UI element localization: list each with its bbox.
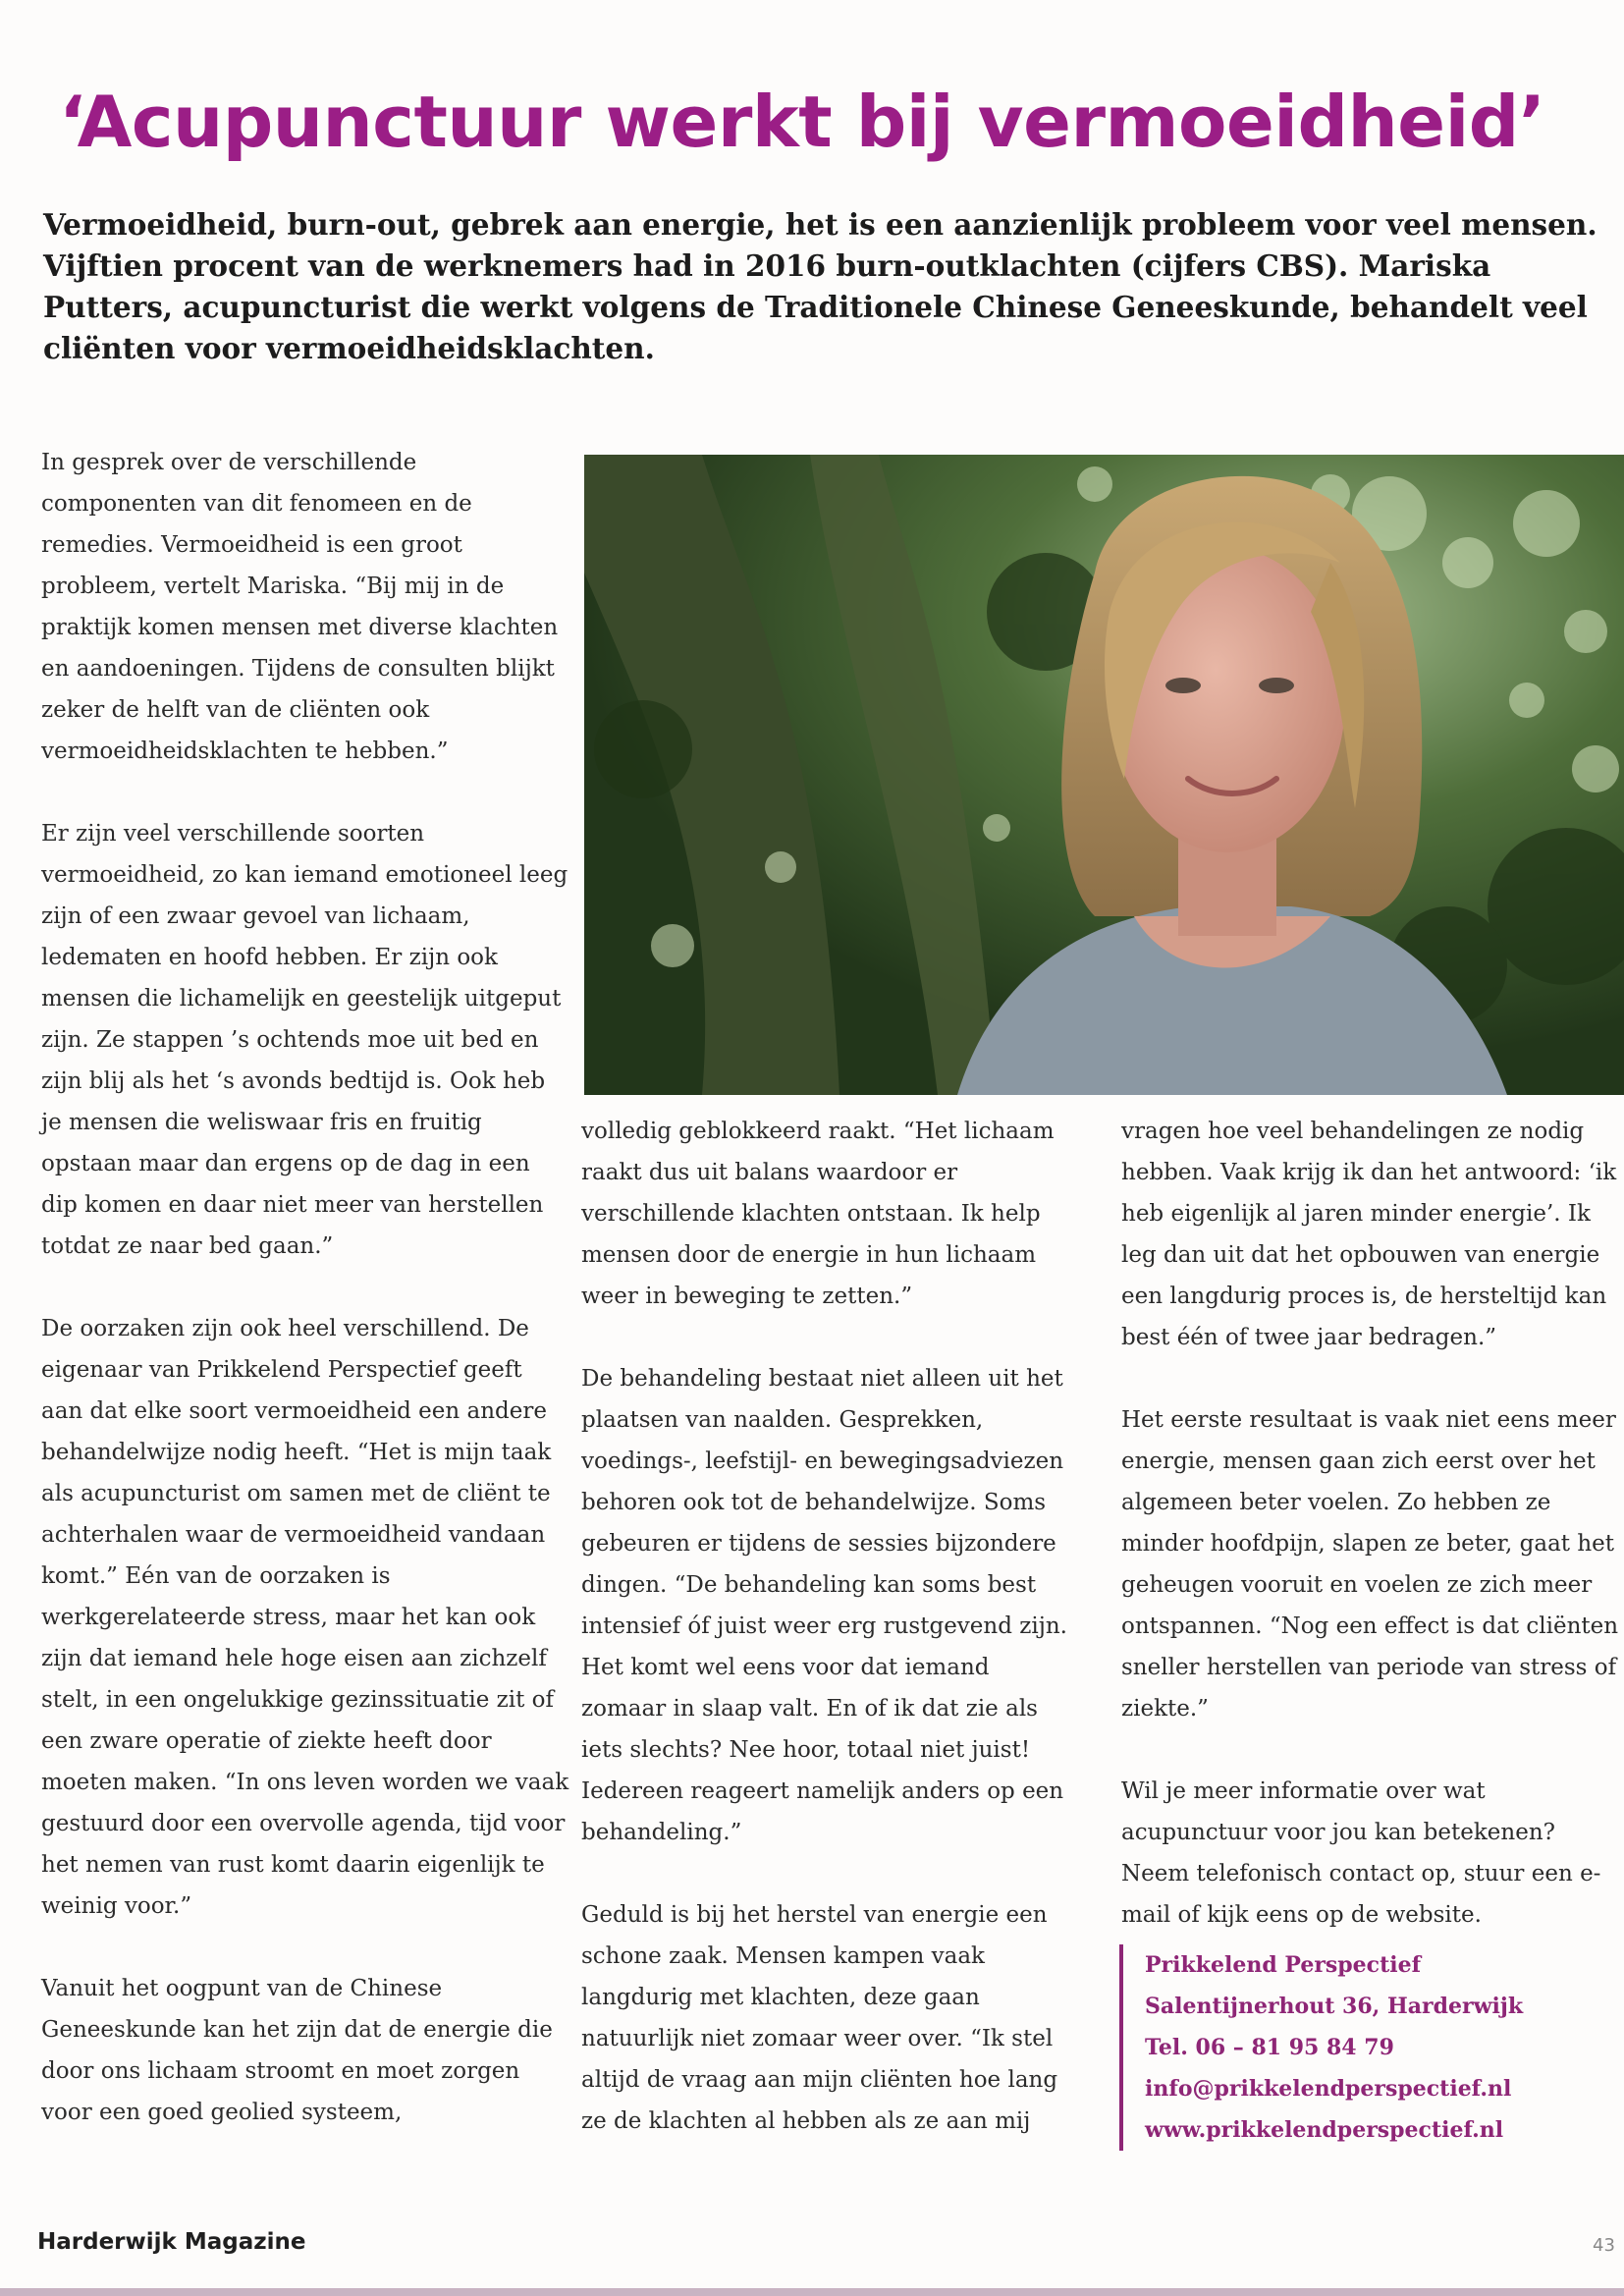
page-number: 43 bbox=[1593, 2235, 1615, 2256]
article-title: ‘Acupunctuur werkt bij vermoeidheid’ bbox=[59, 81, 1545, 163]
text-column-3 bbox=[1121, 1111, 1622, 1936]
paragraph: De behandeling bestaat niet alleen uit het plaatsen van naalden. Gesprekken, voedings-, leefstijl- en bewegingsadviezen behoren ook tot de behandelwijze. Soms gebeuren er tijdens de sessies bijzondere dingen. “De behandeling kan soms best intensief óf juist weer erg rustgevend zijn. Het komt wel eens voor dat iemand zomaar in slaap valt. En of ik dat zie als iets slechts? Nee hoor, totaal niet juist! Iedereen reageert namelijk anders op een behandeling.” bbox=[581, 1366, 1067, 1845]
portrait-illustration bbox=[584, 455, 1624, 1095]
paragraph: Wil je meer informatie over wat acupunctuur voor jou kan betekenen? Neem telefonisch contact op, stuur een e-mail of kijk eens op de website. bbox=[1121, 1778, 1601, 1928]
paragraph: In gesprek over de verschillende componenten van dit fenomeen en de remedies. Vermoeidheid is een groot probleem, vertelt Mariska. “Bij mij in de praktijk komen mensen met diverse klachten en aandoeningen. Tijdens de consulten blijkt zeker de helft van de cliënten ook vermoeidheidsklachten te hebben.” bbox=[41, 450, 559, 764]
text-column-1 bbox=[41, 442, 569, 2133]
paragraph: Vanuit het oogpunt van de Chinese Geneeskunde kan het zijn dat de energie die door ons lichaam stroomt en moet zorgen voor een goed geolied systeem, bbox=[41, 1976, 553, 2125]
contact-phone: Tel. 06 – 81 95 84 79 bbox=[1145, 2035, 1394, 2060]
contact-name: Prikkelend Perspectief bbox=[1145, 1952, 1422, 1978]
contact-website[interactable]: www.prikkelendperspectief.nl bbox=[1145, 2117, 1504, 2143]
magazine-name: Harderwijk Magazine bbox=[37, 2229, 306, 2255]
paragraph: volledig geblokkeerd raakt. “Het lichaam raakt dus uit balans waardoor er verschillende klachten ontstaan. Ik help mensen door de energie in hun lichaam weer in beweging te zetten.” bbox=[581, 1119, 1055, 1309]
contact-email[interactable]: info@prikkelendperspectief.nl bbox=[1145, 2076, 1512, 2102]
paragraph: Er zijn veel verschillende soorten vermoeidheid, zo kan iemand emotioneel leeg zijn of een zwaar gevoel van lichaam, ledematen en hoofd hebben. Er zijn ook mensen die lichamelijk en geestelijk uitgeput zijn. Ze stappen ’s ochtends moe uit bed en zijn blij als het ‘s avonds bedtijd is. Ook heb je mensen die weliswaar fris en fruitig opstaan maar dan ergens op de dag in een dip komen en daar niet meer van herstellen totdat ze naar bed gaan.” bbox=[41, 821, 568, 1259]
paragraph: Het eerste resultaat is vaak niet eens meer energie, mensen gaan zich eerst over het algemeen beter voelen. Zo hebben ze minder hoofdpijn, slapen ze beter, gaat het geheugen vooruit en voelen ze zich meer ontspannen. “Nog een effect is dat cliënten sneller herstellen van periode van stress of ziekte.” bbox=[1121, 1407, 1619, 1722]
article-lead: Vermoeidheid, burn-out, gebrek aan energie, het is een aanzienlijk probleem voor veel mensen. Vijftien procent van de werknemers had in 2016 burn-outklachten (cijfers CBS). Mariska Putters, acupuncturist die werkt volgens de Traditionele Chinese Geneeskunde, behandelt veel cliënten voor vermoeidheidsklachten. bbox=[43, 207, 1597, 365]
portrait-photo bbox=[584, 455, 1624, 1095]
paragraph: Geduld is bij het herstel van energie een schone zaak. Mensen kampen vaak langdurig met klachten, deze gaan natuurlijk niet zomaar weer over. “Ik stel altijd de vraag aan mijn cliënten hoe lang ze de klachten al hebben als ze aan mij bbox=[581, 1902, 1058, 2134]
contact-address: Salentijnerhout 36, Harderwijk bbox=[1145, 1994, 1524, 2019]
page-edge bbox=[0, 2288, 1624, 2296]
text-column-2 bbox=[581, 1111, 1072, 2142]
contact-box bbox=[1119, 1944, 1616, 2151]
paragraph: vragen hoe veel behandelingen ze nodig hebben. Vaak krijg ik dan het antwoord: ‘ik heb eigenlijk al jaren minder energie’. Ik leg dan uit dat het opbouwen van energie een langdurig proces is, de hersteltijd kan best één of twee jaar bedragen.” bbox=[1121, 1119, 1617, 1350]
paragraph: De oorzaken zijn ook heel verschillend. De eigenaar van Prikkelend Perspectief geeft aan dat elke soort vermoeidheid een andere behandelwijze nodig heeft. “Het is mijn taak als acupuncturist om samen met de cliënt te achterhalen waar de vermoeidheid vandaan komt.” Eén van de oorzaken is werkgerelateerde stress, maar het kan ook zijn dat iemand hele hoge eisen aan zichzelf stelt, in een ongelukkige gezinssituatie zit of een zware operatie of ziekte heeft door moeten maken. “In ons leven worden we vaak gestuurd door een overvolle agenda, tijd voor het nemen van rust komt daarin eigenlijk te weinig voor.” bbox=[41, 1316, 569, 1919]
